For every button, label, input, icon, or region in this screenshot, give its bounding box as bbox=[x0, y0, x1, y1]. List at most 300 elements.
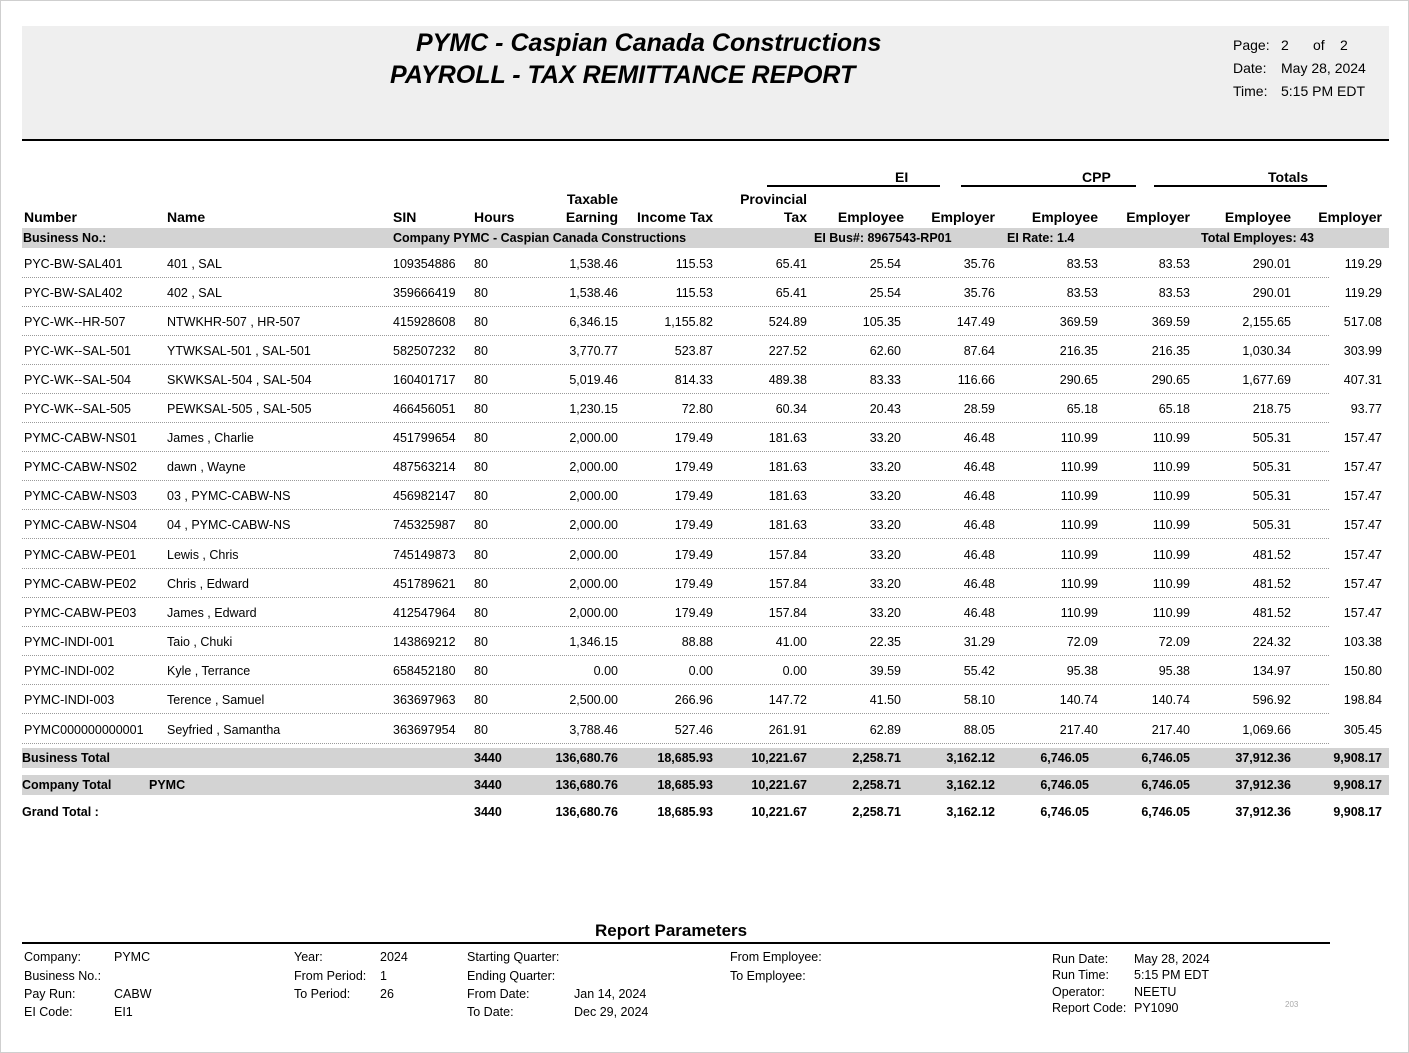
cell-ei-employer: 88.05 bbox=[963, 723, 995, 737]
param-startq-label: Starting Quarter: bbox=[467, 950, 560, 964]
cell-number: PYC-WK--HR-507 bbox=[24, 315, 126, 329]
cell-taxable: 2,000.00 bbox=[569, 548, 618, 562]
cell-ei-employee: 33.20 bbox=[869, 606, 901, 620]
param-payrun-value: CABW bbox=[114, 987, 152, 1001]
cell-taxable: 2,000.00 bbox=[569, 577, 618, 591]
cell-sin: 658452180 bbox=[393, 664, 456, 678]
cell-ei-employee: 33.20 bbox=[869, 577, 901, 591]
cell-taxable: 2,000.00 bbox=[569, 606, 618, 620]
report-company-title: PYMC - Caspian Canada Constructions bbox=[416, 29, 882, 57]
cell-tot-employer: 157.47 bbox=[1343, 606, 1382, 620]
cell-ei-employer: 31.29 bbox=[963, 635, 995, 649]
param-endq-label: Ending Quarter: bbox=[467, 969, 556, 983]
cell-taxable: 1,538.46 bbox=[569, 286, 618, 300]
row-dotted-rule bbox=[22, 597, 1329, 598]
cell-name: Taio , Chuki bbox=[167, 635, 233, 649]
cell-sin: 745149873 bbox=[393, 548, 456, 562]
param-year-label: Year: bbox=[294, 950, 323, 964]
row-dotted-rule bbox=[22, 626, 1329, 627]
total-tot-employer: 9,908.17 bbox=[1333, 778, 1382, 792]
total-hours: 3440 bbox=[474, 805, 502, 819]
cell-name: 401 , SAL bbox=[167, 257, 222, 271]
cell-cpp-employee: 110.99 bbox=[1060, 489, 1098, 503]
cell-ei-employer: 46.48 bbox=[963, 606, 995, 620]
cell-number: PYMC-INDI-001 bbox=[24, 635, 115, 649]
row-dotted-rule bbox=[22, 684, 1329, 685]
col-hours: Hours bbox=[474, 209, 515, 225]
cell-cpp-employer: 369.59 bbox=[1151, 315, 1190, 329]
param-toperiod-label: To Period: bbox=[294, 987, 351, 1001]
cell-name: YTWKSAL-501 , SAL-501 bbox=[167, 344, 311, 358]
row-dotted-rule bbox=[22, 306, 1329, 307]
cell-cpp-employee: 140.74 bbox=[1059, 693, 1098, 707]
business-no-label: Business No.: bbox=[23, 231, 107, 245]
cell-income-tax: 72.80 bbox=[681, 402, 713, 416]
cell-prov-tax: 157.84 bbox=[768, 577, 807, 591]
business-info-band bbox=[22, 228, 1389, 248]
cell-name: Terence , Samuel bbox=[167, 693, 265, 707]
cell-prov-tax: 489.38 bbox=[768, 373, 807, 387]
cell-tot-employer: 119.29 bbox=[1344, 257, 1382, 271]
cell-tot-employee: 596.92 bbox=[1252, 693, 1291, 707]
row-dotted-rule bbox=[22, 393, 1329, 394]
total-ei-employee: 2,258.71 bbox=[852, 778, 901, 792]
param-fromdate-label: From Date: bbox=[467, 987, 530, 1001]
total-cpp-employer: 6,746.05 bbox=[1141, 778, 1190, 792]
cell-sin: 363697963 bbox=[393, 693, 456, 707]
cell-cpp-employer: 216.35 bbox=[1151, 344, 1190, 358]
cell-hours: 80 bbox=[474, 693, 488, 707]
cell-income-tax: 179.49 bbox=[674, 606, 713, 620]
total-cpp-employer: 6,746.05 bbox=[1141, 751, 1190, 765]
cell-cpp-employer: 83.53 bbox=[1158, 286, 1190, 300]
cell-income-tax: 814.33 bbox=[674, 373, 713, 387]
group-cpp-rule bbox=[961, 185, 1136, 187]
cell-tot-employer: 157.47 bbox=[1343, 577, 1382, 591]
col-provincial-line2: Tax bbox=[783, 209, 807, 225]
cell-cpp-employer: 65.18 bbox=[1158, 402, 1190, 416]
cell-prov-tax: 65.41 bbox=[775, 286, 807, 300]
cell-prov-tax: 41.00 bbox=[775, 635, 807, 649]
col-provincial-line1: Provincial bbox=[740, 191, 807, 207]
param-runtime-value: 5:15 PM EDT bbox=[1134, 968, 1210, 982]
cell-number: PYC-WK--SAL-501 bbox=[24, 344, 131, 358]
cell-ei-employer: 46.48 bbox=[963, 460, 995, 474]
cell-hours: 80 bbox=[474, 286, 488, 300]
cell-income-tax: 88.88 bbox=[681, 635, 713, 649]
param-todate-label: To Date: bbox=[467, 1005, 514, 1019]
total-name: PYMC bbox=[149, 778, 186, 792]
cell-cpp-employee: 110.99 bbox=[1060, 460, 1098, 474]
cell-ei-employer: 116.66 bbox=[957, 373, 995, 387]
cell-number: PYC-BW-SAL402 bbox=[24, 286, 123, 300]
cell-tot-employee: 134.97 bbox=[1252, 664, 1291, 678]
cell-taxable: 1,230.15 bbox=[569, 402, 618, 416]
cell-prov-tax: 157.84 bbox=[768, 606, 807, 620]
cell-sin: 451799654 bbox=[393, 431, 456, 445]
total-cpp-employer: 6,746.05 bbox=[1141, 805, 1190, 819]
cell-ei-employee: 62.89 bbox=[869, 723, 901, 737]
cell-ei-employee: 20.43 bbox=[869, 402, 901, 416]
header-divider bbox=[22, 139, 1389, 141]
cell-ei-employer: 46.48 bbox=[963, 431, 995, 445]
cell-cpp-employer: 110.99 bbox=[1152, 548, 1190, 562]
col-income-tax: Income Tax bbox=[637, 209, 713, 225]
cell-income-tax: 179.49 bbox=[674, 577, 713, 591]
param-rundate-value: May 28, 2024 bbox=[1134, 952, 1210, 966]
param-reportcode-value: PY1090 bbox=[1134, 1001, 1179, 1015]
total-ei-employer: 3,162.12 bbox=[946, 805, 995, 819]
cell-income-tax: 523.87 bbox=[674, 344, 713, 358]
params-title: Report Parameters bbox=[595, 921, 748, 940]
cell-tot-employer: 517.08 bbox=[1343, 315, 1382, 329]
cell-prov-tax: 65.41 bbox=[775, 257, 807, 271]
cell-cpp-employer: 83.53 bbox=[1158, 257, 1190, 271]
cell-cpp-employee: 369.59 bbox=[1059, 315, 1098, 329]
page-number: 2 bbox=[1281, 37, 1289, 53]
cell-tot-employee: 290.01 bbox=[1252, 286, 1291, 300]
cell-tot-employer: 103.38 bbox=[1343, 635, 1382, 649]
cell-tot-employer: 157.47 bbox=[1343, 548, 1382, 562]
cell-prov-tax: 0.00 bbox=[782, 664, 807, 678]
param-fromperiod-label: From Period: bbox=[294, 969, 367, 983]
row-dotted-rule bbox=[22, 480, 1329, 481]
cell-number: PYC-WK--SAL-504 bbox=[24, 373, 131, 387]
cell-prov-tax: 261.91 bbox=[768, 723, 807, 737]
cell-hours: 80 bbox=[474, 548, 488, 562]
row-dotted-rule bbox=[22, 277, 1329, 278]
cell-prov-tax: 181.63 bbox=[768, 460, 807, 474]
total-label: Business Total bbox=[22, 751, 110, 765]
total-tot-employer: 9,908.17 bbox=[1333, 751, 1382, 765]
cell-ei-employee: 62.60 bbox=[869, 344, 901, 358]
cell-cpp-employer: 140.74 bbox=[1151, 693, 1190, 707]
cell-tot-employer: 198.84 bbox=[1343, 693, 1382, 707]
total-taxable: 136,680.76 bbox=[555, 751, 618, 765]
cell-cpp-employee: 110.99 bbox=[1060, 606, 1098, 620]
param-toemp-label: To Employee: bbox=[730, 969, 806, 983]
cell-income-tax: 179.49 bbox=[674, 489, 713, 503]
total-taxable: 136,680.76 bbox=[555, 778, 618, 792]
cell-number: PYMC-CABW-PE03 bbox=[24, 606, 137, 620]
col-totals-employee: Employee bbox=[1224, 209, 1291, 225]
row-dotted-rule bbox=[22, 451, 1329, 452]
total-label: Grand Total : bbox=[22, 805, 99, 819]
cell-tot-employee: 481.52 bbox=[1252, 548, 1291, 562]
cell-hours: 80 bbox=[474, 518, 488, 532]
cell-ei-employee: 33.20 bbox=[869, 518, 901, 532]
cell-tot-employee: 1,677.69 bbox=[1242, 373, 1291, 387]
param-fromperiod-value: 1 bbox=[380, 969, 387, 983]
cell-prov-tax: 147.72 bbox=[768, 693, 807, 707]
col-cpp-employer: Employer bbox=[1126, 209, 1190, 225]
cell-tot-employer: 157.47 bbox=[1343, 460, 1382, 474]
cell-sin: 745325987 bbox=[393, 518, 456, 532]
row-dotted-rule bbox=[22, 743, 1329, 744]
page-total: 2 bbox=[1340, 37, 1348, 53]
cell-income-tax: 179.49 bbox=[674, 431, 713, 445]
cell-tot-employee: 224.32 bbox=[1252, 635, 1291, 649]
cell-tot-employee: 290.01 bbox=[1252, 257, 1291, 271]
total-income-tax: 18,685.93 bbox=[657, 778, 713, 792]
cell-cpp-employer: 110.99 bbox=[1152, 577, 1190, 591]
total-hours: 3440 bbox=[474, 751, 502, 765]
cell-number: PYMC-INDI-003 bbox=[24, 693, 115, 707]
cell-hours: 80 bbox=[474, 257, 488, 271]
cell-cpp-employer: 110.99 bbox=[1152, 460, 1190, 474]
cell-taxable: 2,000.00 bbox=[569, 489, 618, 503]
total-ei-employee: 2,258.71 bbox=[852, 751, 901, 765]
cell-ei-employee: 33.20 bbox=[869, 431, 901, 445]
row-dotted-rule bbox=[22, 364, 1329, 365]
col-ei-employer: Employer bbox=[931, 209, 995, 225]
cell-cpp-employee: 216.35 bbox=[1059, 344, 1098, 358]
total-ei-employee: 2,258.71 bbox=[852, 805, 901, 819]
total-prov-tax: 10,221.67 bbox=[751, 805, 807, 819]
total-income-tax: 18,685.93 bbox=[657, 805, 713, 819]
cell-tot-employee: 1,030.34 bbox=[1242, 344, 1291, 358]
group-totals-rule bbox=[1154, 185, 1327, 187]
cell-ei-employer: 35.76 bbox=[963, 286, 995, 300]
time-value: 5:15 PM EDT bbox=[1281, 83, 1366, 99]
cell-hours: 80 bbox=[474, 489, 488, 503]
total-taxable: 136,680.76 bbox=[555, 805, 618, 819]
cell-ei-employer: 147.49 bbox=[956, 315, 995, 329]
param-operator-label: Operator: bbox=[1052, 985, 1105, 999]
cell-name: 03 , PYMC-CABW-NS bbox=[167, 489, 291, 503]
param-fromemp-label: From Employee: bbox=[730, 950, 822, 964]
cell-prov-tax: 181.63 bbox=[768, 489, 807, 503]
total-cpp-employee: 6,746.05 bbox=[1040, 778, 1089, 792]
cell-income-tax: 115.53 bbox=[675, 257, 713, 271]
param-company-label: Company: bbox=[24, 950, 81, 964]
cell-number: PYMC-CABW-NS03 bbox=[24, 489, 137, 503]
param-company-value: PYMC bbox=[114, 950, 151, 964]
param-eicode-label: EI Code: bbox=[24, 1005, 73, 1019]
cell-sin: 415928608 bbox=[393, 315, 456, 329]
cell-tot-employer: 303.99 bbox=[1343, 344, 1382, 358]
param-runtime-label: Run Time: bbox=[1052, 968, 1109, 982]
cell-taxable: 6,346.15 bbox=[569, 315, 618, 329]
business-company: Company PYMC - Caspian Canada Constructions bbox=[393, 231, 687, 245]
cell-tot-employer: 157.47 bbox=[1343, 518, 1382, 532]
cell-income-tax: 1,155.82 bbox=[664, 315, 713, 329]
total-cpp-employee: 6,746.05 bbox=[1040, 751, 1089, 765]
row-dotted-rule bbox=[22, 713, 1329, 714]
cell-tot-employer: 119.29 bbox=[1344, 286, 1382, 300]
cell-cpp-employee: 65.18 bbox=[1066, 402, 1098, 416]
cell-cpp-employer: 110.99 bbox=[1152, 489, 1190, 503]
cell-taxable: 1,538.46 bbox=[569, 257, 618, 271]
param-fromdate-value: Jan 14, 2024 bbox=[574, 987, 647, 1001]
cell-taxable: 2,000.00 bbox=[569, 460, 618, 474]
cell-prov-tax: 157.84 bbox=[768, 548, 807, 562]
business-total-employees: Total Employes: 43 bbox=[1201, 231, 1314, 245]
cell-tot-employer: 150.80 bbox=[1343, 664, 1382, 678]
total-tot-employee: 37,912.36 bbox=[1235, 805, 1291, 819]
cell-taxable: 2,000.00 bbox=[569, 431, 618, 445]
page-label: Page: bbox=[1233, 37, 1270, 53]
col-totals-employer: Employer bbox=[1318, 209, 1382, 225]
cell-ei-employee: 33.20 bbox=[869, 548, 901, 562]
total-prov-tax: 10,221.67 bbox=[751, 751, 807, 765]
cell-cpp-employer: 110.99 bbox=[1152, 518, 1190, 532]
total-tot-employer: 9,908.17 bbox=[1333, 805, 1382, 819]
cell-number: PYMC-INDI-002 bbox=[24, 664, 115, 678]
cell-taxable: 2,000.00 bbox=[569, 518, 618, 532]
cell-sin: 487563214 bbox=[393, 460, 456, 474]
cell-name: 04 , PYMC-CABW-NS bbox=[167, 518, 291, 532]
report-title: PAYROLL - TAX REMITTANCE REPORT bbox=[390, 61, 856, 89]
cell-prov-tax: 227.52 bbox=[768, 344, 807, 358]
group-ei-label: EI bbox=[895, 169, 909, 185]
cell-tot-employee: 481.52 bbox=[1252, 577, 1291, 591]
cell-hours: 80 bbox=[474, 635, 488, 649]
cell-tot-employee: 1,069.66 bbox=[1242, 723, 1291, 737]
cell-hours: 80 bbox=[474, 431, 488, 445]
cell-income-tax: 115.53 bbox=[675, 286, 713, 300]
row-dotted-rule bbox=[22, 568, 1329, 569]
cell-income-tax: 527.46 bbox=[674, 723, 713, 737]
cell-cpp-employee: 217.40 bbox=[1059, 723, 1098, 737]
cell-cpp-employer: 110.99 bbox=[1152, 606, 1190, 620]
cell-income-tax: 179.49 bbox=[674, 460, 713, 474]
col-ei-employee: Employee bbox=[837, 209, 904, 225]
cell-name: Seyfried , Samantha bbox=[167, 723, 281, 737]
param-operator-value: NEETU bbox=[1134, 985, 1177, 999]
cell-hours: 80 bbox=[474, 606, 488, 620]
cell-ei-employee: 22.35 bbox=[869, 635, 901, 649]
business-ei-bus: EI Bus#: 8967543-RP01 bbox=[814, 231, 952, 245]
cell-taxable: 5,019.46 bbox=[569, 373, 618, 387]
cell-ei-employer: 46.48 bbox=[963, 518, 995, 532]
cell-hours: 80 bbox=[474, 577, 488, 591]
cell-income-tax: 266.96 bbox=[674, 693, 713, 707]
cell-sin: 359666419 bbox=[393, 286, 456, 300]
param-todate-value: Dec 29, 2024 bbox=[574, 1005, 649, 1019]
cell-ei-employee: 39.59 bbox=[869, 664, 901, 678]
cell-ei-employer: 46.48 bbox=[963, 548, 995, 562]
cell-hours: 80 bbox=[474, 373, 488, 387]
date-value: May 28, 2024 bbox=[1281, 60, 1366, 76]
cell-cpp-employer: 72.09 bbox=[1158, 635, 1190, 649]
cell-sin: 451789621 bbox=[393, 577, 456, 591]
row-dotted-rule bbox=[22, 335, 1329, 336]
col-cpp-employee: Employee bbox=[1031, 209, 1098, 225]
page-of-label: of bbox=[1313, 37, 1325, 53]
cell-number: PYC-BW-SAL401 bbox=[24, 257, 123, 271]
cell-tot-employee: 505.31 bbox=[1252, 489, 1291, 503]
total-prov-tax: 10,221.67 bbox=[751, 778, 807, 792]
total-hours: 3440 bbox=[474, 778, 502, 792]
cell-name: Chris , Edward bbox=[167, 577, 249, 591]
cell-sin: 363697954 bbox=[393, 723, 456, 737]
group-totals-label: Totals bbox=[1268, 169, 1309, 185]
cell-sin: 143869212 bbox=[393, 635, 456, 649]
cell-cpp-employer: 290.65 bbox=[1151, 373, 1190, 387]
page-mark: 203 bbox=[1285, 1000, 1299, 1009]
cell-tot-employer: 93.77 bbox=[1350, 402, 1382, 416]
cell-cpp-employee: 83.53 bbox=[1066, 286, 1098, 300]
cell-taxable: 2,500.00 bbox=[569, 693, 618, 707]
cell-ei-employee: 25.54 bbox=[869, 286, 901, 300]
cell-sin: 466456051 bbox=[393, 402, 456, 416]
cell-cpp-employee: 83.53 bbox=[1066, 257, 1098, 271]
total-ei-employer: 3,162.12 bbox=[946, 751, 995, 765]
cell-name: PEWKSAL-505 , SAL-505 bbox=[167, 402, 312, 416]
cell-tot-employee: 218.75 bbox=[1252, 402, 1291, 416]
cell-tot-employer: 305.45 bbox=[1343, 723, 1382, 737]
cell-cpp-employee: 290.65 bbox=[1059, 373, 1098, 387]
cell-number: PYMC-CABW-NS02 bbox=[24, 460, 137, 474]
cell-sin: 456982147 bbox=[393, 489, 456, 503]
cell-taxable: 0.00 bbox=[593, 664, 618, 678]
cell-name: James , Edward bbox=[167, 606, 257, 620]
param-eicode-value: EI1 bbox=[114, 1005, 133, 1019]
cell-tot-employee: 505.31 bbox=[1252, 518, 1291, 532]
cell-cpp-employee: 110.99 bbox=[1060, 577, 1098, 591]
cell-ei-employer: 28.59 bbox=[963, 402, 995, 416]
group-cpp-label: CPP bbox=[1082, 169, 1111, 185]
date-label: Date: bbox=[1233, 60, 1267, 76]
cell-name: SKWKSAL-504 , SAL-504 bbox=[167, 373, 312, 387]
param-toperiod-value: 26 bbox=[380, 987, 394, 1001]
cell-cpp-employee: 110.99 bbox=[1060, 548, 1098, 562]
cell-ei-employee: 33.20 bbox=[869, 460, 901, 474]
cell-cpp-employee: 110.99 bbox=[1060, 518, 1098, 532]
param-year-value: 2024 bbox=[380, 950, 408, 964]
cell-ei-employer: 46.48 bbox=[963, 577, 995, 591]
total-tot-employee: 37,912.36 bbox=[1235, 778, 1291, 792]
cell-sin: 582507232 bbox=[393, 344, 456, 358]
cell-prov-tax: 181.63 bbox=[768, 431, 807, 445]
total-ei-employer: 3,162.12 bbox=[946, 778, 995, 792]
cell-cpp-employee: 95.38 bbox=[1066, 664, 1098, 678]
cell-cpp-employee: 110.99 bbox=[1060, 431, 1098, 445]
cell-tot-employer: 407.31 bbox=[1343, 373, 1382, 387]
col-name: Name bbox=[167, 209, 206, 225]
cell-taxable: 3,770.77 bbox=[569, 344, 618, 358]
business-ei-rate: EI Rate: 1.4 bbox=[1007, 231, 1075, 245]
row-dotted-rule bbox=[22, 538, 1329, 539]
cell-ei-employee: 41.50 bbox=[869, 693, 901, 707]
cell-ei-employer: 35.76 bbox=[963, 257, 995, 271]
param-reportcode-label: Report Code: bbox=[1052, 1001, 1127, 1015]
col-sin: SIN bbox=[393, 209, 417, 225]
row-dotted-rule bbox=[22, 422, 1329, 423]
cell-tot-employee: 2,155.65 bbox=[1242, 315, 1291, 329]
cell-hours: 80 bbox=[474, 664, 488, 678]
row-dotted-rule bbox=[22, 655, 1329, 656]
cell-ei-employer: 46.48 bbox=[963, 489, 995, 503]
cell-prov-tax: 60.34 bbox=[775, 402, 807, 416]
cell-ei-employee: 25.54 bbox=[869, 257, 901, 271]
cell-hours: 80 bbox=[474, 460, 488, 474]
cell-hours: 80 bbox=[474, 315, 488, 329]
cell-ei-employer: 58.10 bbox=[963, 693, 995, 707]
cell-hours: 80 bbox=[474, 344, 488, 358]
cell-tot-employee: 505.31 bbox=[1252, 431, 1291, 445]
cell-ei-employer: 87.64 bbox=[963, 344, 995, 358]
cell-cpp-employer: 110.99 bbox=[1152, 431, 1190, 445]
cell-name: 402 , SAL bbox=[167, 286, 222, 300]
cell-cpp-employee: 72.09 bbox=[1066, 635, 1098, 649]
params-rule bbox=[22, 942, 1330, 944]
cell-ei-employee: 83.33 bbox=[869, 373, 901, 387]
cell-name: James , Charlie bbox=[167, 431, 254, 445]
cell-ei-employer: 55.42 bbox=[963, 664, 995, 678]
total-tot-employee: 37,912.36 bbox=[1235, 751, 1291, 765]
